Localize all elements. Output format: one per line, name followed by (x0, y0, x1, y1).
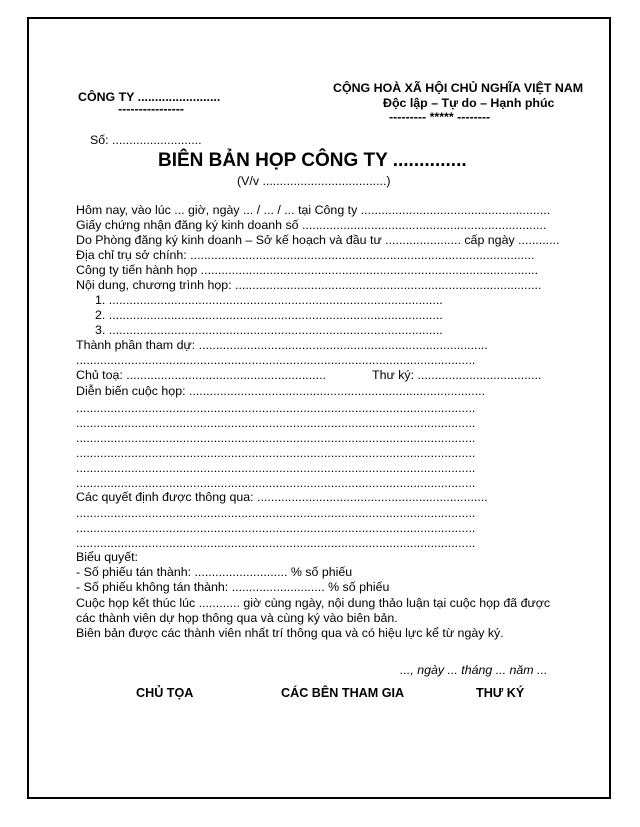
vote-against-line: - Số phiếu không tán thành: ........................... % số phiếu (76, 580, 390, 594)
dotted-line: .................................................................................................................... (76, 506, 476, 520)
company-name: CÔNG TY ........................ (78, 90, 221, 104)
vote-for-line: - Số phiếu tán thành: ........................... % số phiếu (76, 565, 353, 579)
page-title: BIÊN BẢN HỌP CÔNG TY .............. (158, 150, 467, 171)
nation-heading: CỘNG HOÀ XÃ HỘI CHỦ NGHĨA VIỆT NAM (333, 81, 584, 95)
participants-line: Thành phần tham dự: .................................................................................... (76, 338, 488, 352)
company-meeting-line: Công ty tiến hành họp .................................................................................................. (76, 263, 539, 277)
meeting-time-line: Hôm nay, vào lúc ... giờ, ngày ... / ... / ... tại Công ty ....................................................... (76, 203, 551, 217)
validity-line: Biên bản được các thành viên nhất trí thông qua và có hiệu lực kể từ ngày ký. (76, 626, 504, 640)
motto-separator: --------- ***** -------- (389, 110, 491, 124)
dotted-line: .................................................................................................................... (76, 431, 476, 445)
decisions-line: Các quyết định được thông qua: ................................................................... (76, 490, 488, 504)
chair-line: Chủ toạ: .......................................................... (76, 368, 326, 382)
dotted-line: .................................................................................................................... (76, 401, 476, 415)
dotted-line: .................................................................................................................... (76, 476, 476, 490)
agenda-item: 2. ................................................................................................. (95, 308, 443, 322)
parties-signature-label: CÁC BÊN THAM GIA (281, 686, 405, 700)
secretary-signature-label: THƯ KÝ (476, 686, 525, 700)
company-separator: ---------------- (118, 102, 185, 116)
agenda-item: 3. ................................................................................................. (95, 323, 443, 337)
issuing-authority-line: Do Phòng đăng ký kinh doanh – Sở kế hoạch và đầu tư ...................... cấp ngày ............ (76, 233, 560, 247)
motto: Độc lập – Tự do – Hạnh phúc (383, 96, 555, 110)
agenda-heading: Nội dung, chương trình họp: ......................................................................................... (76, 278, 542, 292)
secretary-line: Thư ký: .................................... (372, 368, 542, 382)
closing-line: Cuộc họp kết thúc lúc ............ giờ cùng ngày, nội dung thảo luận tại cuộc họp đã được (76, 596, 551, 610)
subject-line: (V/v ....................................) (237, 174, 391, 188)
chair-signature-label: CHỦ TỌA (136, 686, 194, 700)
dotted-line: .................................................................................................................... (76, 461, 476, 475)
voting-heading: Biểu quyết: (76, 550, 138, 564)
business-registration-line: Giấy chứng nhận đăng ký kinh doanh số ....................................................................... (76, 218, 547, 232)
dotted-line: .................................................................................................................... (76, 536, 476, 550)
proceedings-line: Diễn biến cuộc họp: ...................................................................................... (76, 384, 486, 398)
date-line: ..., ngày ... tháng ... năm ... (400, 663, 548, 677)
dotted-line: .................................................................................................................... (76, 521, 476, 535)
document-number: Số: .......................... (90, 133, 202, 147)
agenda-item: 1. ................................................................................................. (95, 293, 443, 307)
head-office-address-line: Địa chỉ trụ sở chính: .................................................................................................... (76, 248, 535, 262)
dotted-line: .................................................................................................................... (76, 353, 476, 367)
dotted-line: .................................................................................................................... (76, 446, 476, 460)
dotted-line: .................................................................................................................... (76, 416, 476, 430)
closing-line: các thành viên dự họp thông qua và cùng ký vào biên bản. (76, 611, 398, 625)
